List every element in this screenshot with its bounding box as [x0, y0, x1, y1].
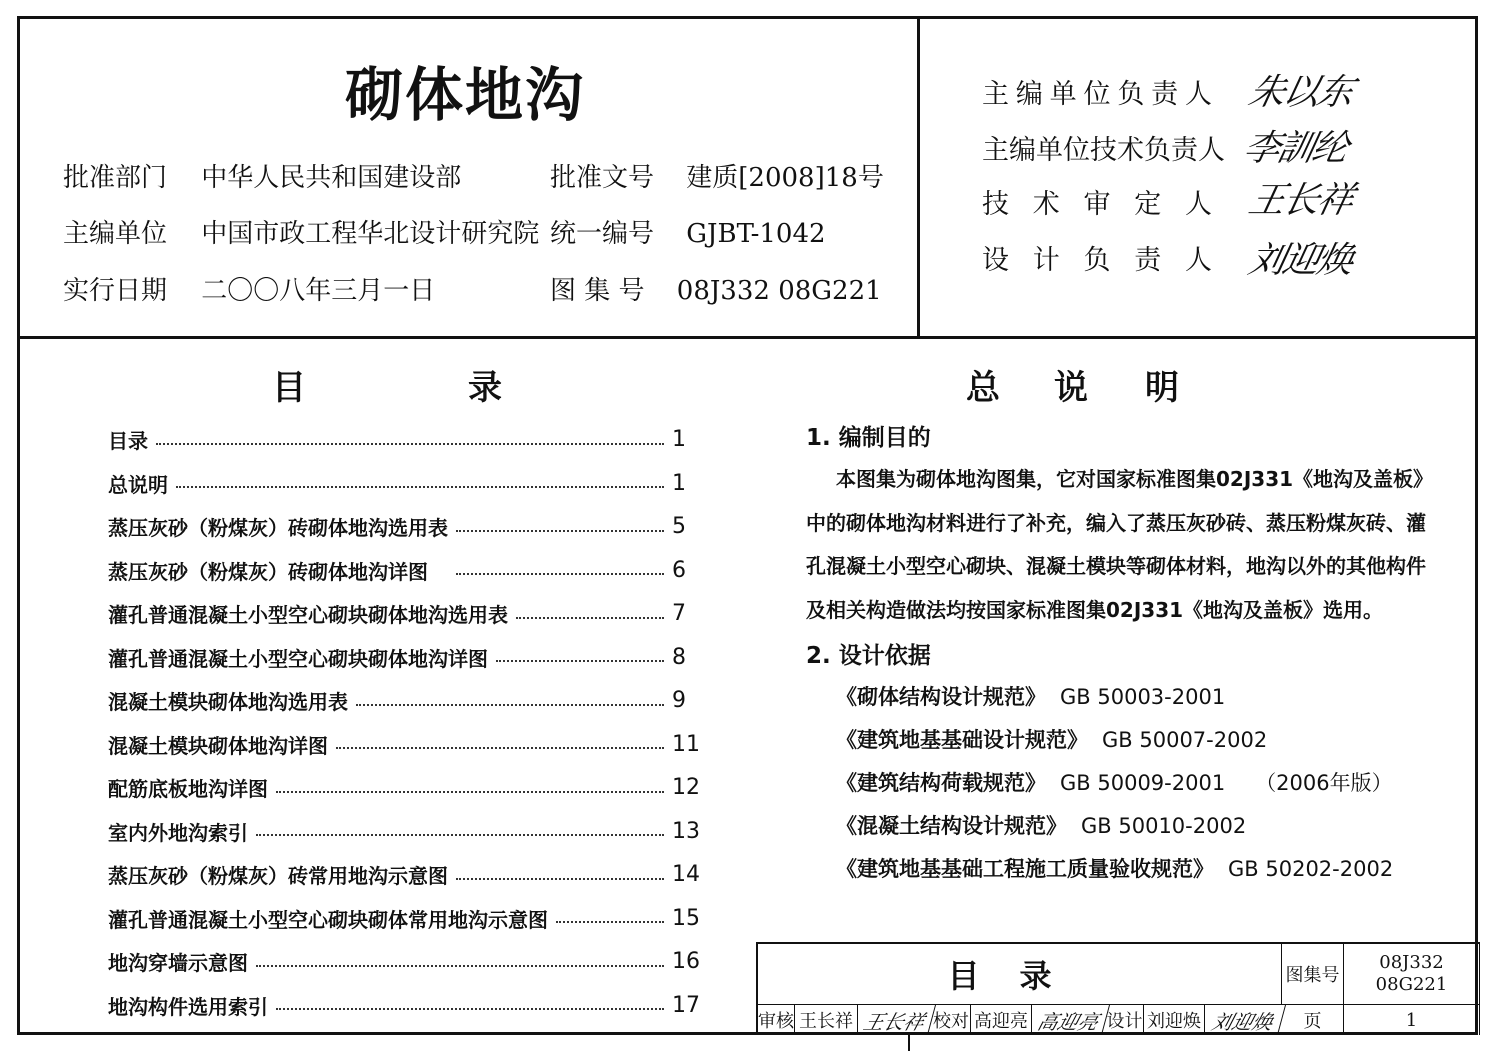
standard-code: GB 50003-2001 [1060, 685, 1226, 709]
meta-row-unified-no [550, 213, 826, 250]
tick-mark [908, 1035, 910, 1051]
signature: 刘迎焕 [1245, 240, 1356, 281]
toc-leader-dots [516, 617, 664, 619]
meta-row-editor-unit [63, 213, 539, 250]
meta-label: 批准部门 [63, 163, 168, 193]
meta-row-approval-dept [63, 157, 461, 194]
meta-label: 图 集 号 [550, 276, 645, 306]
toc-list [108, 418, 708, 1027]
toc-item-page: 9 [672, 688, 686, 714]
standard-code: GB 50007-2002 [1102, 728, 1268, 752]
toc-item-page: 12 [672, 775, 700, 801]
responsible-label: 设计负责人 [982, 245, 1212, 276]
page-value: 1 [1344, 1005, 1480, 1035]
toc-item[interactable] [108, 679, 708, 723]
responsible-row [982, 72, 1212, 111]
atlas-no-value [1344, 944, 1480, 1005]
meta-label: 批准文号 [550, 163, 655, 193]
toc-item-name: 地沟穿墙示意图 [108, 947, 252, 976]
toc-item[interactable] [108, 418, 708, 462]
toc-item-name: 室内外地沟索引 [108, 817, 252, 846]
responsible-row [982, 128, 1225, 167]
signature: 王长祥 [1245, 180, 1356, 221]
header-divider-horizontal [17, 336, 1478, 339]
toc-item-page: 1 [672, 470, 686, 496]
responsible-label: 主编单位技术负责人 [982, 135, 1225, 166]
meta-value: GJBT-1042 [686, 219, 826, 249]
design-signature: 刘迎焕 [1201, 1005, 1286, 1035]
standard-name: 《建筑地基基础工程施工质量验收规范》 [836, 857, 1214, 881]
toc-item-page: 7 [672, 601, 686, 627]
toc-item-name: 混凝土模块砌体地沟选用表 [108, 686, 352, 715]
review-signature: 王长祥 [854, 1005, 936, 1035]
standard-item [806, 805, 1426, 848]
toc-leader-dots [256, 965, 664, 967]
toc-leader-dots [276, 1008, 664, 1010]
toc-item[interactable] [108, 505, 708, 549]
desc-title-char: 总 [966, 368, 1000, 408]
toc-leader-dots [336, 747, 664, 749]
toc-item-name: 配筋底板地沟详图 [108, 773, 272, 802]
toc-item-page: 13 [672, 818, 700, 844]
signature: 朱以东 [1245, 72, 1356, 113]
responsible-row [982, 182, 1212, 221]
toc-item-page: 17 [672, 992, 700, 1018]
atlas-no-label: 图集号 [1282, 944, 1344, 1005]
toc-item-name: 灌孔普通混凝土小型空心砌块砌体常用地沟示意图 [108, 904, 552, 933]
atlas-no-value-1: 08J332 [1379, 952, 1444, 973]
toc-item-name: 蒸压灰砂（粉煤灰）砖常用地沟示意图 [108, 860, 452, 889]
standard-name: 《建筑地基基础设计规范》 [836, 728, 1088, 752]
toc-item-name: 灌孔普通混凝土小型空心砌块砌体地沟选用表 [108, 599, 512, 628]
meta-value: 二〇〇八年三月一日 [201, 276, 436, 306]
meta-row-effective-date [63, 270, 435, 307]
responsible-label: 技术审定人 [982, 189, 1212, 220]
toc-item-name: 蒸压灰砂（粉煤灰）砖砌体地沟选用表 [108, 512, 452, 541]
toc-item-page: 8 [672, 644, 686, 670]
standard-name: 《混凝土结构设计规范》 [836, 814, 1067, 838]
toc-item-page: 16 [672, 949, 700, 975]
toc-item[interactable] [108, 853, 708, 897]
toc-leader-dots [276, 791, 664, 793]
standard-note: （2006年版） [1255, 771, 1393, 795]
check-name: 高迎亮 [971, 1005, 1032, 1035]
toc-item[interactable] [108, 766, 708, 810]
meta-row-atlas-no [550, 270, 882, 307]
toc-item[interactable] [108, 462, 708, 506]
desc-title-char: 说 [1054, 368, 1088, 408]
toc-item[interactable] [108, 940, 708, 984]
toc-item-name: 总说明 [108, 469, 172, 498]
design-label: 设计 [1106, 1005, 1144, 1035]
toc-item-name: 目录 [108, 425, 152, 454]
toc-item[interactable] [108, 549, 708, 593]
toc-item[interactable] [108, 636, 708, 680]
standard-code: GB 50009-2001 [1060, 771, 1226, 795]
meta-value: 建质[2008]18号 [686, 163, 884, 193]
toc-item[interactable] [108, 984, 708, 1028]
signature: 李訓纶 [1240, 128, 1351, 169]
meta-value: 中国市政工程华北设计研究院 [201, 219, 540, 249]
meta-value: 08J332 08G221 [676, 276, 882, 306]
toc-item-page: 15 [672, 905, 700, 931]
section-text-purpose: 本图集为砌体地沟图集，它对国家标准图集02J331《地沟及盖板》中的砌体地沟材料进行了补充，编入了蒸压灰砂砖、蒸压粉煤灰砖、灌孔混凝土小型空心砌块、混凝土模块等砌体材料，地沟以外的其他构件及相关构造做法均按国家标准图集02J331《地沟及盖板》选用。 [806, 467, 1426, 622]
toc-leader-dots [556, 921, 664, 923]
title-block [756, 942, 1480, 1035]
toc-item-page: 1 [672, 427, 686, 453]
page-label: 页 [1282, 1005, 1344, 1035]
toc-item-page: 5 [672, 514, 686, 540]
responsible-row [982, 238, 1212, 277]
standard-item [806, 762, 1426, 805]
document-title: 砌体地沟 [344, 61, 585, 129]
section-heading-basis: 2. 设计依据 [806, 643, 931, 669]
toc-item-page: 6 [672, 557, 686, 583]
meta-row-approval-no [550, 157, 884, 194]
toc-leader-dots [456, 878, 664, 880]
review-label: 审核 [758, 1005, 795, 1035]
standard-code: GB 50202-2002 [1228, 857, 1394, 881]
check-signature: 高迎亮 [1028, 1005, 1110, 1035]
design-name: 刘迎焕 [1144, 1005, 1205, 1035]
header-divider-vertical [917, 16, 920, 338]
check-label: 校对 [932, 1005, 971, 1035]
toc-leader-dots [456, 573, 664, 575]
toc-item-page: 11 [672, 731, 700, 757]
responsible-label: 主编单位负责人 [982, 79, 1212, 110]
standard-name: 《砌体结构设计规范》 [836, 685, 1046, 709]
meta-label: 统一编号 [550, 219, 655, 249]
toc-item-name: 地沟构件选用索引 [108, 991, 272, 1020]
toc-item[interactable] [108, 723, 708, 767]
atlas-no-value-2: 08G221 [1375, 974, 1448, 995]
standard-item [806, 719, 1426, 762]
standard-code: GB 50010-2002 [1081, 814, 1247, 838]
sheet-title: 目录 [758, 944, 1282, 1005]
toc-leader-dots [356, 704, 664, 706]
toc-item-name: 混凝土模块砌体地沟详图 [108, 730, 332, 759]
standard-item [806, 848, 1426, 891]
toc-leader-dots [496, 660, 664, 662]
toc-item[interactable] [108, 897, 708, 941]
standard-name: 《建筑结构荷载规范》 [836, 771, 1046, 795]
toc-leader-dots [156, 443, 664, 445]
toc-leader-dots [176, 486, 664, 488]
meta-label: 实行日期 [63, 276, 168, 306]
toc-leader-dots [256, 834, 664, 836]
meta-value: 中华人民共和国建设部 [201, 163, 462, 193]
toc-item-name: 灌孔普通混凝土小型空心砌块砌体地沟详图 [108, 643, 492, 672]
toc-title-right: 录 [468, 368, 502, 408]
general-description [806, 418, 1426, 891]
section-heading-purpose: 1. 编制目的 [806, 425, 931, 451]
toc-item-name: 蒸压灰砂（粉煤灰）砖砌体地沟详图 [108, 556, 432, 585]
desc-title-char: 明 [1145, 368, 1179, 408]
meta-label: 主编单位 [63, 219, 168, 249]
review-name: 王长祥 [795, 1005, 858, 1035]
toc-item[interactable] [108, 592, 708, 636]
toc-item-page: 14 [672, 862, 700, 888]
toc-item[interactable] [108, 810, 708, 854]
toc-title-left: 目 [272, 368, 306, 408]
toc-leader-dots [456, 530, 664, 532]
standard-item [806, 676, 1426, 719]
